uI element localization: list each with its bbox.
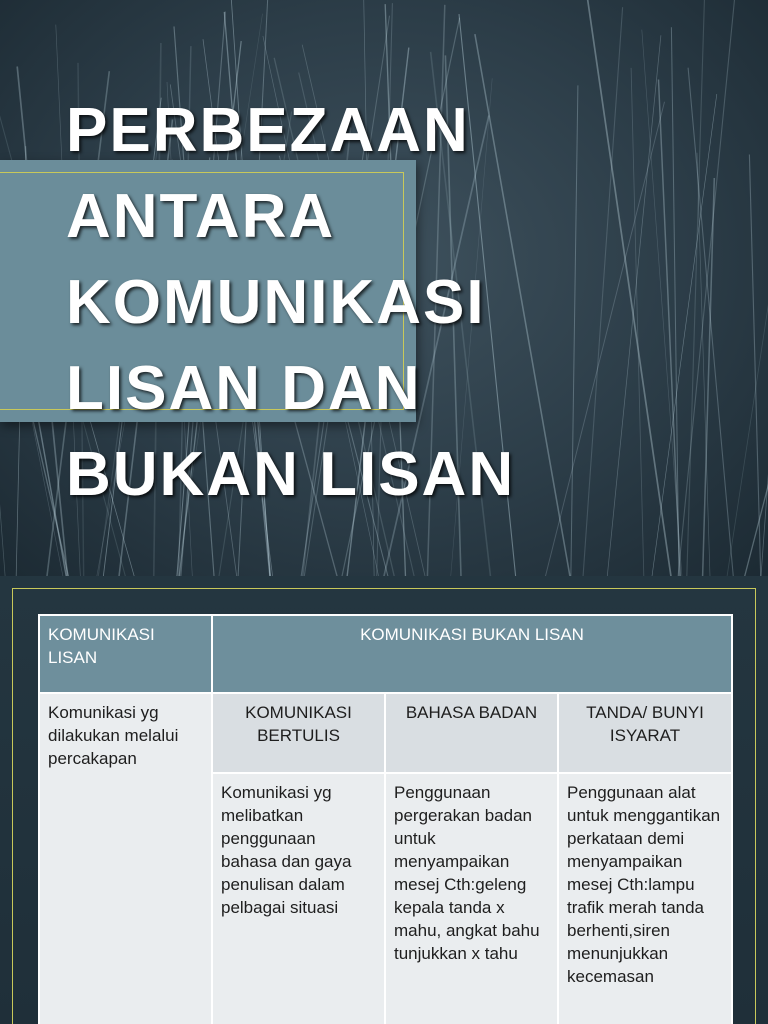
subheader-bahasa-badan: BAHASA BADAN	[385, 693, 558, 773]
header-komunikasi-bukan-lisan: KOMUNIKASI BUKAN LISAN	[212, 615, 732, 693]
title-line-5: BUKAN LISAN	[66, 440, 516, 509]
bertulis-description-cell: Komunikasi yg melibatkan penggunaan bahasa dan gaya penulisan dalam pelbagai situasi	[212, 773, 385, 1024]
comparison-table	[38, 614, 733, 1024]
bahasa-badan-description-cell: Penggunaan pergerakan badan untuk menyampaikan mesej Cth:geleng kepala tanda x mahu, angkat bahu tunjukkan x tahu	[385, 773, 558, 1024]
lisan-description-cell: Komunikasi yg dilakukan melalui percakapan	[39, 693, 212, 1024]
title-line-2: ANTARA	[66, 182, 336, 251]
subheader-bertulis: KOMUNIKASI BERTULIS	[212, 693, 385, 773]
table-subheader-row	[39, 693, 732, 773]
subheader-tanda-isyarat: TANDA/ BUNYI ISYARAT	[558, 693, 732, 773]
tanda-isyarat-description-cell: Penggunaan alat untuk menggantikan perkataan demi menyampaikan mesej Cth:lampu trafik merah tanda berhenti,siren menunjukkan kecemasan	[558, 773, 732, 1024]
table-header-row	[39, 615, 732, 693]
header-komunikasi-lisan: KOMUNIKASI LISAN	[39, 615, 212, 693]
title-line-4: LISAN DAN	[66, 354, 422, 423]
table-slide	[0, 576, 768, 1024]
slide-title	[66, 88, 756, 518]
title-line-1: PERBEZAAN	[66, 96, 470, 165]
title-line-3: KOMUNIKASI	[66, 268, 486, 337]
background-line	[761, 11, 768, 576]
